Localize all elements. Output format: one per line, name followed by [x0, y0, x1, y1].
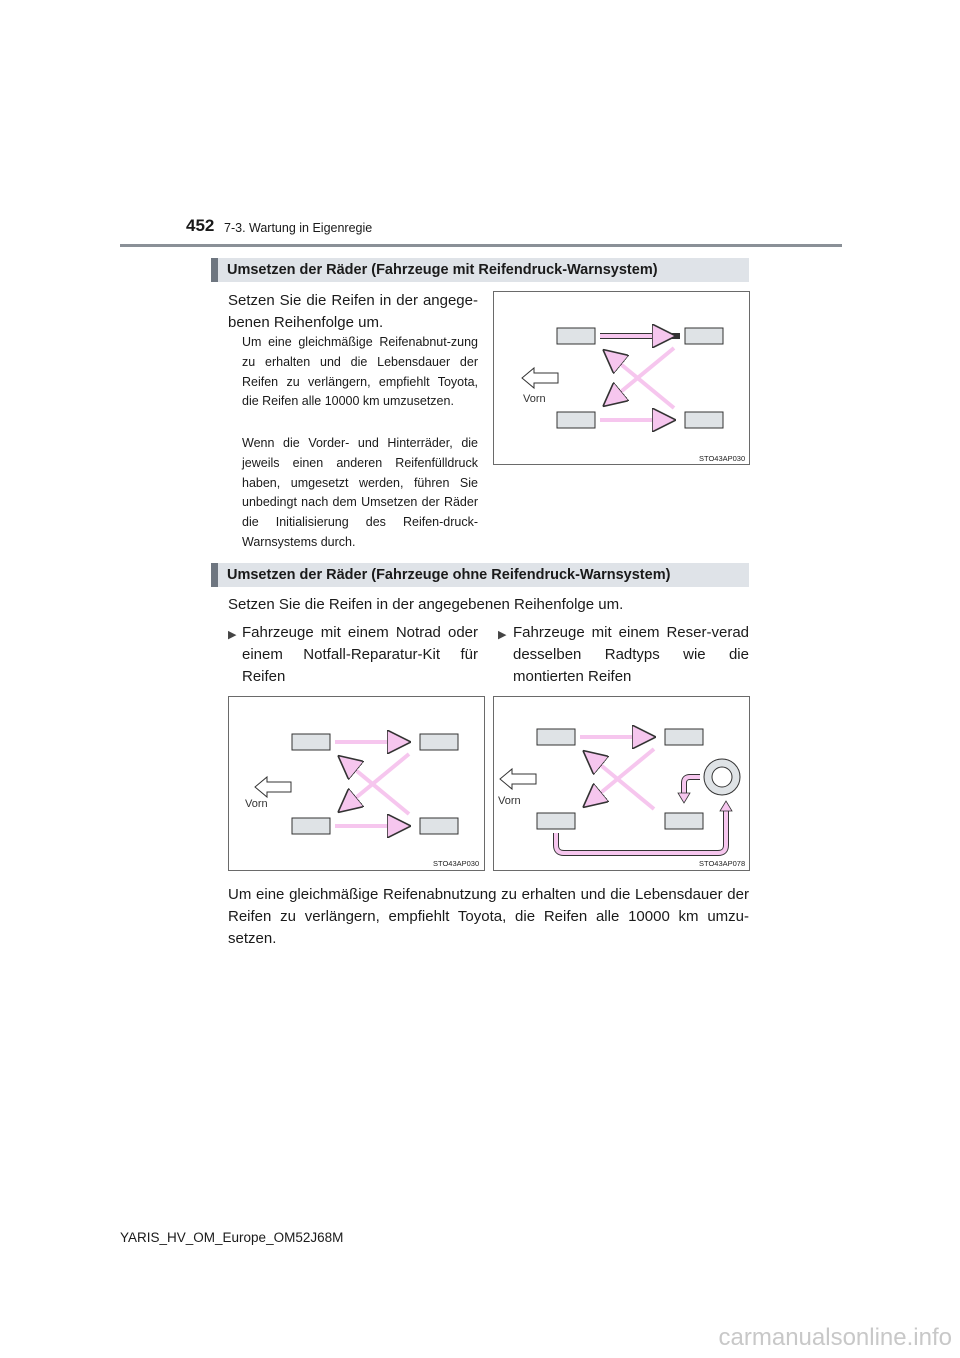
- bullet-full-size-spare: Fahrzeuge mit einem Reser-verad desselben Radtyps wie die montierten Reifen: [513, 624, 749, 685]
- section1-note-initialization: Wenn die Vorder- und Hinterräder, die jeweils einen anderen Reifenfülldruck haben, umgesetzt werden, führen Sie unbedingt nach dem Umsetzen der Räder die Initialisierung des Reifen-druck-Warnsystems durch.: [242, 436, 478, 549]
- figure-code: STO43AP078: [699, 859, 746, 868]
- figure-code: STO43AP030: [699, 454, 746, 463]
- figure-rotation-full-spare: [493, 696, 750, 871]
- section2-closing: Um eine gleichmäßige Reifenabnutzung zu erhalten und die Lebensdauer der Reifen zu verlängern, empfiehlt Toyota, die Reifen alle 10000 km umzu-setzen.: [228, 886, 749, 947]
- figure-rotation-temp-spare: [228, 696, 485, 871]
- section2-intro: Setzen Sie die Reifen in der angegebenen Reihenfolge um.: [228, 596, 624, 613]
- bullet-triangle-icon: ▶: [228, 629, 237, 641]
- rear-left-tire: [557, 412, 595, 428]
- front-direction-arrow-icon: [522, 368, 558, 388]
- bullet-spare-or-kit: Fahrzeuge mit einem Notrad oder einem Notfall-Reparatur-Kit für Reifen: [242, 624, 478, 685]
- front-label: Vorn: [498, 795, 521, 807]
- section1-note-interval: Um eine gleichmäßige Reifenabnut-zung zu erhalten und die Lebensdauer der Reifen zu verlängern, empfiehlt Toyota, die Reifen alle 10000 km umzusetzen.: [242, 335, 478, 409]
- front-direction-arrow-icon: [500, 769, 536, 789]
- figure-code: STO43AP030: [433, 859, 480, 868]
- document-id: YARIS_HV_OM_Europe_OM52J68M: [120, 1230, 344, 1245]
- section1-intro: Setzen Sie die Reifen in der angege-benen Reihenfolge um.: [228, 292, 478, 331]
- tire-rotation-diagram-icon: [229, 697, 486, 872]
- section-heading-without-tpms: Umsetzen der Räder (Fahrzeuge ohne Reifendruck-Warnsystem): [211, 563, 749, 587]
- front-direction-arrow-icon: [255, 777, 291, 797]
- tire-rotation-five-wheel-diagram-icon: [494, 697, 751, 872]
- figure-tire-rotation-tpms: [493, 291, 750, 465]
- watermark: carmanualsonline.info: [718, 1324, 952, 1351]
- front-label: Vorn: [523, 393, 546, 405]
- page-number: 452: [186, 216, 215, 235]
- front-left-tire: [557, 328, 595, 344]
- rear-right-tire: [685, 412, 723, 428]
- tire-rotation-diagram-icon: [494, 292, 751, 466]
- front-label: Vorn: [245, 798, 268, 810]
- chapter-title: 7-3. Wartung in Eigenregie: [224, 221, 373, 235]
- header-rule: [120, 244, 842, 247]
- section-heading-with-tpms: Umsetzen der Räder (Fahrzeuge mit Reifendruck-Warnsystem): [211, 258, 749, 282]
- front-right-tire: [685, 328, 723, 344]
- bullet-triangle-icon: ▶: [498, 629, 507, 641]
